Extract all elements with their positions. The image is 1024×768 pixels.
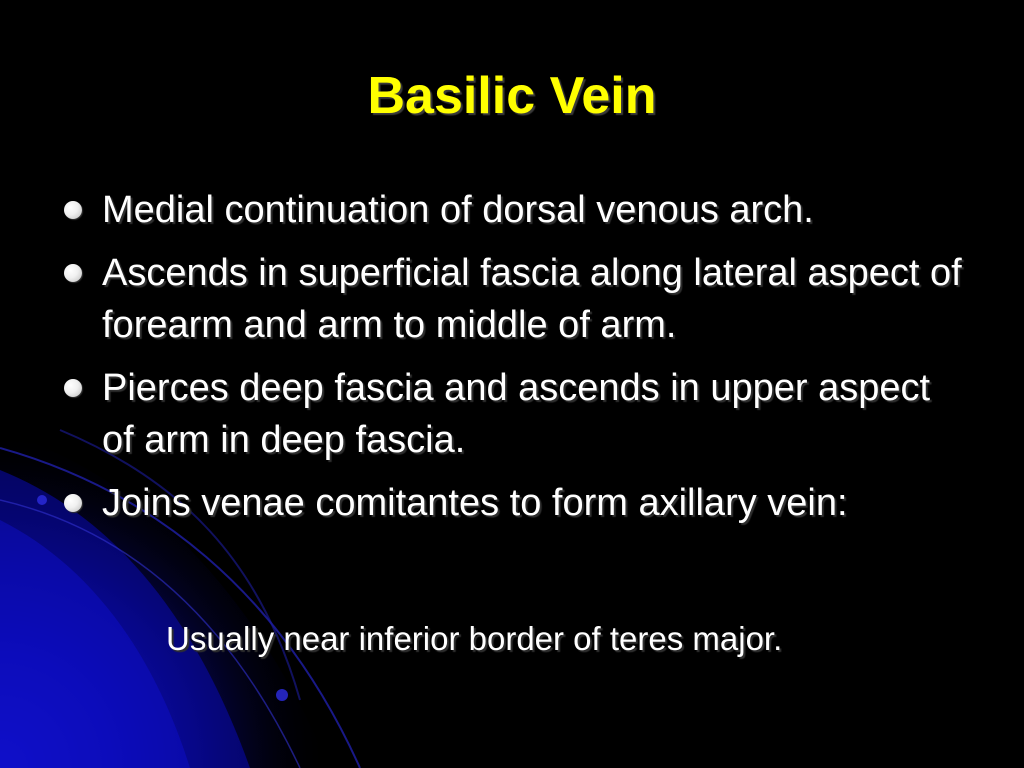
- bullet-text: Pierces deep fascia and ascends in upper aspect of arm in deep fascia.: [102, 367, 931, 461]
- bullet-dot-icon: [64, 494, 82, 512]
- bullet-item: [62, 184, 962, 236]
- bullet-item: [62, 362, 962, 466]
- slide-title: Basilic Vein: [367, 67, 657, 125]
- bullet-dot-icon: [64, 201, 82, 219]
- sub-point: Usually near inferior border of teres major.: [166, 620, 783, 657]
- bullet-list: [62, 184, 962, 540]
- bullet-dot-icon: [64, 264, 82, 282]
- decor-dot: [276, 689, 288, 701]
- bullet-text: Medial continuation of dorsal venous arch.: [102, 189, 814, 231]
- bullet-text: Ascends in superficial fascia along lateral aspect of forearm and arm to middle of arm.: [102, 252, 962, 346]
- bullet-item: [62, 247, 962, 351]
- bullet-item: [62, 477, 962, 529]
- bullet-dot-icon: [64, 379, 82, 397]
- decor-dot: [37, 495, 47, 505]
- bullet-text: Joins venae comitantes to form axillary vein:: [102, 482, 848, 524]
